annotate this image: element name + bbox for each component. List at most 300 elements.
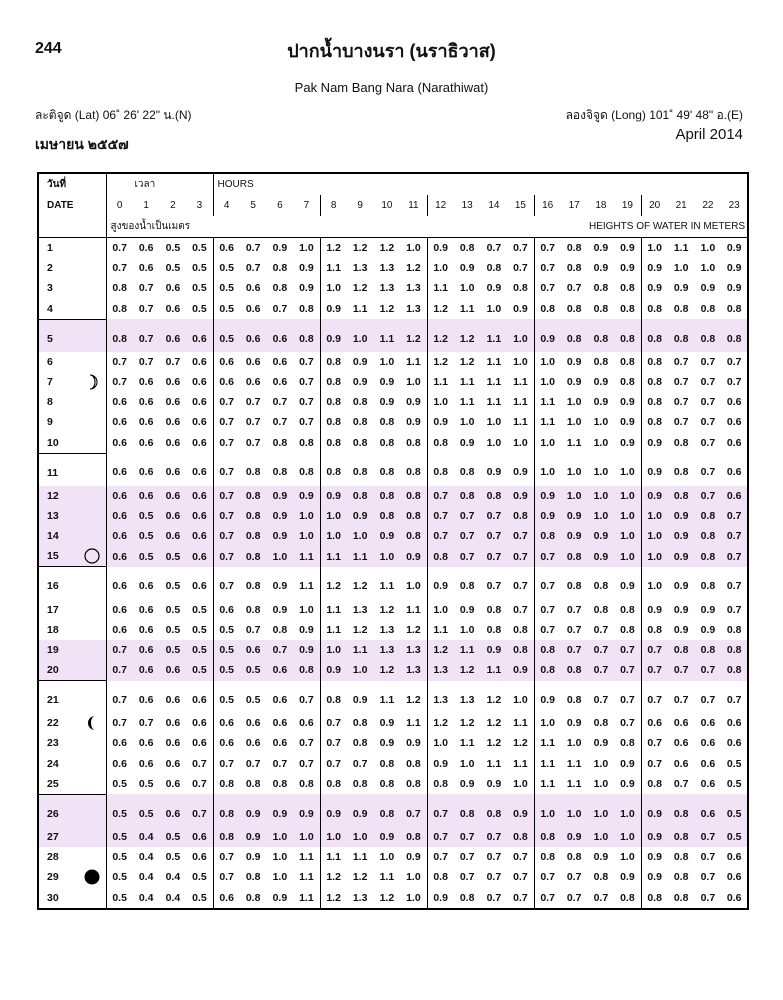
height-value: 0.8 (240, 526, 267, 546)
height-value: 0.8 (695, 526, 722, 546)
height-value: 0.8 (106, 319, 133, 352)
height-value: 0.7 (700, 416, 716, 429)
height-value: 0.6 (165, 282, 181, 295)
height-value: 1.2 (347, 238, 374, 259)
height-value: 0.7 (245, 262, 261, 275)
day-cell (38, 774, 106, 795)
height-value: 0.9 (459, 436, 475, 449)
height-value: 0.7 (507, 526, 534, 546)
height-value: 0.6 (165, 466, 181, 479)
day-number: 22 (47, 717, 59, 730)
height-value: 1.0 (513, 778, 528, 791)
hour-header-1: 1 (143, 200, 149, 211)
header-row-heights (38, 216, 748, 238)
height-value: 0.5 (192, 262, 207, 275)
height-value: 0.9 (700, 282, 716, 295)
height-value: 0.8 (668, 794, 695, 827)
height-value: 0.8 (566, 851, 582, 864)
height-value: 0.6 (165, 757, 181, 770)
height-value: 1.2 (427, 713, 454, 733)
day-number: 9 (47, 416, 53, 429)
table-row (38, 794, 748, 827)
height-value: 0.8 (721, 620, 748, 640)
height-value: 1.0 (700, 262, 716, 275)
height-value: 0.7 (213, 867, 240, 887)
height-value: 0.9 (721, 278, 748, 298)
height-value: 0.6 (213, 888, 240, 909)
height-value: 0.9 (588, 526, 615, 546)
height-value: 0.9 (267, 526, 294, 546)
table-row (38, 867, 748, 887)
height-value: 0.8 (534, 299, 561, 320)
height-value: 0.8 (641, 412, 668, 432)
hour-header-14: 14 (488, 200, 500, 211)
hour-header-21: 21 (675, 200, 687, 211)
height-value: 0.9 (406, 851, 421, 864)
height-value: 1.3 (427, 681, 454, 714)
height-value: 0.6 (192, 466, 207, 479)
height-value: 0.5 (192, 302, 207, 315)
height-value: 0.7 (299, 355, 314, 368)
height-value: 1.0 (534, 352, 561, 372)
height-value: 1.2 (406, 623, 421, 636)
height-value: 0.7 (299, 376, 314, 389)
height-value: 0.5 (133, 546, 160, 567)
day-number: 30 (47, 891, 59, 904)
height-value: 0.7 (245, 436, 261, 449)
height-value: 0.7 (561, 888, 588, 909)
height-value: 0.6 (160, 486, 187, 506)
height-value: 0.5 (133, 794, 160, 827)
height-value: 1.1 (320, 620, 347, 640)
height-value: 0.8 (641, 774, 668, 795)
height-value: 0.8 (486, 623, 502, 636)
height-value: 0.8 (561, 319, 588, 352)
height-value: 0.9 (459, 262, 475, 275)
height-value: 1.1 (459, 376, 475, 389)
height-value: 0.8 (534, 827, 561, 847)
height-value: 0.8 (668, 827, 695, 847)
height-value: 0.8 (620, 302, 635, 315)
height-value: 0.6 (106, 506, 133, 526)
height-value: 1.1 (566, 757, 582, 770)
height-value: 0.6 (192, 851, 207, 864)
height-value: 0.7 (427, 847, 454, 867)
day-cell (38, 372, 106, 392)
height-value: 1.0 (614, 526, 641, 546)
height-value: 0.9 (641, 486, 668, 506)
height-value: 0.8 (454, 888, 481, 909)
height-value: 1.1 (293, 888, 320, 909)
hour-header-3: 3 (196, 200, 203, 211)
height-value: 0.8 (299, 302, 314, 315)
height-value: 0.5 (245, 693, 261, 706)
height-value: 0.9 (673, 282, 689, 295)
height-value: 1.1 (352, 302, 368, 315)
day-number: 18 (47, 623, 59, 636)
height-value: 1.0 (293, 506, 320, 526)
height-value: 0.7 (454, 827, 481, 847)
day-cell (38, 238, 106, 259)
height-value: 1.2 (459, 355, 475, 368)
height-value: 1.0 (641, 546, 668, 567)
height-value: 0.8 (668, 640, 695, 660)
height-value: 0.8 (272, 623, 288, 636)
height-value: 0.7 (106, 258, 133, 278)
height-value: 0.6 (192, 376, 207, 389)
height-value: 1.1 (427, 372, 454, 392)
height-value: 0.8 (293, 660, 320, 681)
height-value: 0.6 (240, 319, 267, 352)
height-value: 0.6 (138, 580, 154, 593)
height-value: 1.0 (320, 506, 347, 526)
height-value: 0.7 (614, 660, 641, 681)
height-value: 0.6 (721, 733, 748, 753)
day-cell (38, 352, 106, 372)
height-value: 0.6 (186, 546, 213, 567)
height-value: 0.8 (406, 757, 421, 770)
height-value: 0.6 (192, 416, 207, 429)
height-value: 0.9 (507, 794, 534, 827)
height-value: 1.0 (406, 580, 421, 593)
height-value: 1.0 (593, 436, 609, 449)
height-value: 0.9 (427, 238, 454, 259)
height-value: 0.7 (427, 506, 454, 526)
height-value: 0.7 (106, 660, 133, 681)
height-value: 0.6 (106, 392, 133, 412)
height-value: 0.5 (240, 660, 267, 681)
heights-label-english: HEIGHTS OF WATER IN METERS (320, 216, 748, 238)
hour-header-22: 22 (702, 200, 714, 211)
height-value: 0.9 (593, 376, 609, 389)
height-value: 0.7 (641, 681, 668, 714)
height-value: 0.8 (400, 827, 427, 847)
height-value: 0.9 (267, 238, 294, 259)
height-value: 1.0 (561, 794, 588, 827)
height-value: 0.8 (620, 603, 635, 616)
height-value: 0.9 (320, 660, 347, 681)
height-value: 0.7 (700, 436, 716, 449)
height-value: 1.1 (513, 757, 528, 770)
height-value: 1.0 (406, 376, 421, 389)
height-value: 0.7 (695, 888, 722, 909)
height-value: 1.0 (400, 238, 427, 259)
height-value: 0.6 (165, 436, 181, 449)
height-value: 0.8 (245, 778, 261, 791)
height-value: 0.6 (721, 867, 748, 887)
month-english: April 2014 (675, 126, 743, 143)
height-value: 0.8 (352, 778, 368, 791)
height-value: 1.2 (427, 352, 454, 372)
height-value: 0.9 (486, 466, 502, 479)
height-value: 0.8 (406, 466, 421, 479)
hour-header-5: 5 (250, 200, 256, 211)
height-value: 0.6 (138, 623, 154, 636)
height-value: 0.7 (588, 640, 615, 660)
height-value: 0.5 (138, 778, 154, 791)
day-cell (38, 754, 106, 774)
height-value: 0.6 (700, 778, 716, 791)
day-cell (38, 392, 106, 412)
height-value: 0.5 (133, 506, 160, 526)
height-value: 0.7 (721, 546, 748, 567)
hour-header-15: 15 (514, 200, 526, 211)
height-value: 0.9 (374, 827, 401, 847)
height-value: 0.9 (641, 258, 668, 278)
height-value: 1.3 (400, 660, 427, 681)
height-value: 1.1 (486, 757, 502, 770)
height-value: 0.6 (138, 396, 154, 409)
height-value: 1.1 (427, 278, 454, 298)
height-value: 1.2 (374, 888, 401, 909)
height-value: 0.9 (673, 623, 689, 636)
height-value: 0.9 (293, 794, 320, 827)
height-value: 0.6 (106, 599, 133, 619)
height-value: 1.2 (459, 717, 475, 730)
height-value: 0.8 (721, 660, 748, 681)
height-value: 0.8 (641, 352, 668, 372)
table-row (38, 352, 748, 372)
height-value: 1.0 (566, 396, 582, 409)
height-value: 1.2 (320, 867, 347, 887)
height-value: 0.9 (700, 623, 716, 636)
height-value: 1.0 (486, 302, 502, 315)
height-value: 0.7 (620, 717, 635, 730)
height-value: 0.7 (213, 546, 240, 567)
height-value: 0.8 (588, 319, 615, 352)
height-value: 0.6 (138, 466, 154, 479)
day-number: 10 (47, 436, 59, 449)
height-value: 0.7 (427, 794, 454, 827)
height-value: 1.0 (588, 794, 615, 827)
height-value: 0.7 (106, 372, 133, 392)
height-value: 0.7 (641, 733, 668, 753)
latitude-label: ละติจูด (Lat) 06˚ 26' 22" น.(N) (35, 108, 192, 122)
height-value: 0.7 (213, 847, 240, 867)
day-number: 7 (47, 376, 53, 389)
height-value: 0.9 (566, 717, 582, 730)
height-value: 0.7 (272, 302, 288, 315)
height-value: 0.9 (267, 794, 294, 827)
height-value: 0.8 (695, 319, 722, 352)
height-value: 0.6 (267, 660, 294, 681)
hour-header-13: 13 (461, 200, 473, 211)
height-value: 0.6 (165, 376, 181, 389)
height-value: 0.9 (513, 466, 528, 479)
hour-header-8: 8 (320, 195, 347, 216)
height-value: 0.6 (160, 319, 187, 352)
day-number: 6 (47, 355, 53, 368)
height-value: 0.8 (486, 603, 502, 616)
height-value: 0.8 (213, 794, 240, 827)
height-value: 0.5 (106, 847, 133, 867)
table-row (38, 238, 748, 259)
height-value: 0.8 (459, 580, 475, 593)
height-value: 0.9 (534, 681, 561, 714)
height-value: 0.8 (695, 506, 722, 526)
height-value: 0.9 (486, 282, 502, 295)
height-value: 0.8 (427, 546, 454, 567)
height-value: 1.0 (299, 603, 314, 616)
day-cell (38, 660, 106, 681)
day-number: 26 (47, 807, 59, 820)
last-quarter-moon-icon (84, 715, 100, 731)
height-value: 0.5 (213, 258, 240, 278)
page-number: 244 (35, 40, 62, 57)
table-row (38, 754, 748, 774)
table-row (38, 299, 748, 320)
height-value: 0.7 (213, 486, 240, 506)
height-value: 0.7 (513, 871, 528, 884)
new-moon-icon (84, 869, 100, 885)
height-value: 0.6 (245, 376, 261, 389)
height-value: 0.9 (668, 546, 695, 567)
height-value: 1.1 (534, 754, 561, 774)
height-value: 0.8 (352, 717, 368, 730)
height-value: 0.8 (240, 486, 267, 506)
height-value: 0.6 (165, 717, 181, 730)
height-value: 0.6 (138, 757, 154, 770)
height-value: 1.0 (561, 486, 588, 506)
height-value: 0.7 (454, 526, 481, 546)
height-value: 0.7 (641, 660, 668, 681)
height-value: 0.8 (641, 319, 668, 352)
height-value: 0.9 (700, 603, 716, 616)
height-value: 1.2 (454, 319, 481, 352)
height-value: 1.2 (379, 603, 395, 616)
height-value: 1.1 (320, 258, 347, 278)
height-value: 0.8 (379, 416, 395, 429)
height-value: 0.8 (566, 580, 582, 593)
hour-header-2: 2 (170, 200, 176, 211)
height-value: 1.1 (406, 603, 421, 616)
height-value: 0.7 (534, 258, 561, 278)
height-value: 0.8 (566, 302, 582, 315)
height-value: 0.6 (267, 319, 294, 352)
height-value: 0.7 (299, 693, 314, 706)
height-value: 0.6 (700, 737, 716, 750)
height-value: 1.0 (379, 851, 395, 864)
height-value: 0.7 (486, 851, 502, 864)
height-value: 0.9 (352, 693, 368, 706)
height-value: 1.2 (427, 319, 454, 352)
height-value: 0.9 (620, 580, 635, 593)
height-value: 0.6 (165, 302, 181, 315)
table-row (38, 486, 748, 506)
height-value: 1.0 (427, 392, 454, 412)
height-value: 0.7 (700, 466, 716, 479)
height-value: 0.8 (721, 319, 748, 352)
height-value: 0.5 (133, 526, 160, 546)
height-value: 0.6 (721, 847, 748, 867)
height-value: 0.8 (374, 486, 401, 506)
height-value: 0.7 (721, 681, 748, 714)
height-value: 0.8 (673, 302, 689, 315)
table-row (38, 827, 748, 847)
height-value: 0.7 (192, 757, 207, 770)
day-cell (38, 433, 106, 454)
height-value: 0.7 (272, 757, 288, 770)
heights-label-thai: สูงของน้ำเป็นเมตร (106, 216, 320, 238)
table-row (38, 392, 748, 412)
height-value: 0.9 (620, 396, 635, 409)
height-value: 0.9 (272, 603, 288, 616)
table-row (38, 620, 748, 640)
height-value: 0.9 (427, 412, 454, 432)
height-value: 0.6 (673, 757, 689, 770)
height-value: 0.6 (673, 737, 689, 750)
height-value: 1.3 (352, 262, 368, 275)
height-value: 0.5 (160, 827, 187, 847)
height-value: 0.6 (138, 376, 154, 389)
height-value: 0.5 (192, 282, 207, 295)
height-value: 0.8 (641, 620, 668, 640)
height-value: 0.9 (620, 416, 635, 429)
table-row (38, 681, 748, 714)
day-cell (38, 888, 106, 909)
height-value: 0.9 (620, 871, 635, 884)
hour-header-0: 0 (106, 195, 133, 216)
height-value: 0.5 (721, 827, 748, 847)
header-row-hours (38, 195, 748, 216)
height-value: 1.1 (486, 355, 502, 368)
height-value: 0.5 (192, 603, 207, 616)
height-value: 0.9 (641, 453, 668, 486)
height-value: 0.7 (454, 506, 481, 526)
height-value: 0.7 (673, 396, 689, 409)
height-value: 1.2 (352, 623, 368, 636)
height-value: 0.8 (352, 416, 368, 429)
height-value: 0.7 (721, 599, 748, 619)
height-value: 0.8 (593, 717, 609, 730)
height-value: 0.7 (138, 282, 154, 295)
height-value: 0.7 (454, 546, 481, 567)
height-value: 0.7 (245, 757, 261, 770)
height-value: 0.9 (668, 506, 695, 526)
height-value: 0.6 (272, 737, 288, 750)
height-value: 0.6 (106, 733, 133, 753)
height-value: 1.2 (320, 567, 347, 600)
height-value: 0.6 (721, 713, 748, 733)
height-value: 0.8 (566, 693, 582, 706)
height-value: 1.0 (566, 737, 582, 750)
height-value: 0.6 (245, 282, 261, 295)
height-value: 0.8 (641, 372, 668, 392)
height-value: 0.5 (106, 827, 133, 847)
height-value: 1.0 (593, 778, 609, 791)
height-value: 0.8 (593, 603, 609, 616)
height-value: 0.6 (160, 526, 187, 546)
height-value: 1.0 (641, 506, 668, 526)
height-value: 0.9 (593, 737, 609, 750)
height-value: 1.3 (406, 302, 421, 315)
date-header-english: DATE (38, 195, 106, 216)
height-value: 1.0 (427, 258, 454, 278)
height-value: 0.9 (379, 717, 395, 730)
height-value: 0.7 (700, 376, 716, 389)
height-value: 1.0 (459, 282, 475, 295)
height-value: 0.6 (160, 506, 187, 526)
height-value: 1.1 (481, 319, 508, 352)
height-value: 1.0 (641, 526, 668, 546)
height-value: 0.7 (588, 888, 615, 909)
height-value: 0.7 (400, 794, 427, 827)
height-value: 0.9 (320, 299, 347, 320)
day-number: 15 (47, 550, 59, 563)
height-value: 0.9 (272, 580, 288, 593)
table-row (38, 567, 748, 600)
height-value: 1.0 (406, 871, 421, 884)
